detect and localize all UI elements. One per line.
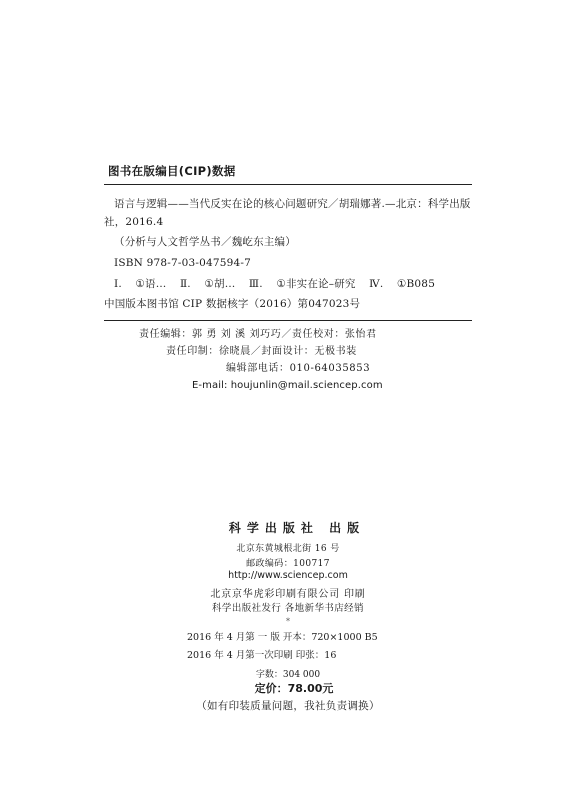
cip-line-title: 语言与逻辑——当代反实在论的核心问题研究／胡瑞娜著.—北京：科学出版 [114, 198, 471, 210]
cip-line-classification: Ⅰ. ①语… Ⅱ. ①胡… Ⅲ. ①非实在论–研究 Ⅳ. ①B085 [114, 278, 436, 290]
edition-line: 2016 年 4 月第 一 版 开本：720×1000 B5 [187, 632, 378, 643]
publisher-address: 北京东黄城根北街 16 号 [236, 544, 340, 554]
cip-top-rule [104, 184, 472, 185]
credit-phone: 编辑部电话：010-64035853 [226, 363, 371, 374]
publisher-name: 科学出版社 出版 [228, 521, 366, 535]
cip-line-series: （分析与人文哲学丛书／魏屹东主编） [114, 236, 296, 248]
distribution-line: 科学出版社发行 各地新华书店经销 [212, 603, 364, 614]
cip-bottom-rule [104, 320, 472, 321]
separator-star: * [286, 617, 290, 626]
publisher-zip: 邮政编码：100717 [246, 559, 330, 569]
printer-line: 北京京华虎彩印刷有限公司 印刷 [210, 589, 366, 600]
cip-line-record: 中国版本图书馆 CIP 数据核字（2016）第047023号 [104, 298, 361, 310]
cip-line-title-cont: 社，2016.4 [104, 216, 164, 228]
price: 定价：78.00元 [254, 682, 334, 695]
credit-email: E-mail: houjunlin@mail.sciencep.com [192, 380, 383, 391]
credit-printing-design: 责任印制：徐晓晨／封面设计：无极书装 [166, 346, 357, 357]
credit-editors: 责任编辑：郭 勇 刘 溪 刘巧巧／责任校对：张怡君 [139, 329, 377, 340]
cip-line-isbn: ISBN 978-7-03-047594-7 [114, 257, 252, 269]
word-count: 字数：304 000 [255, 670, 321, 680]
quality-notice: （如有印装质量问题，我社负责调换） [196, 700, 380, 712]
publisher-url: http://www.sciencep.com [228, 570, 348, 581]
printing-line: 2016 年 4 月第一次印刷 印张：16 [187, 650, 337, 661]
cip-title: 图书在版编目(CIP)数据 [108, 164, 236, 178]
